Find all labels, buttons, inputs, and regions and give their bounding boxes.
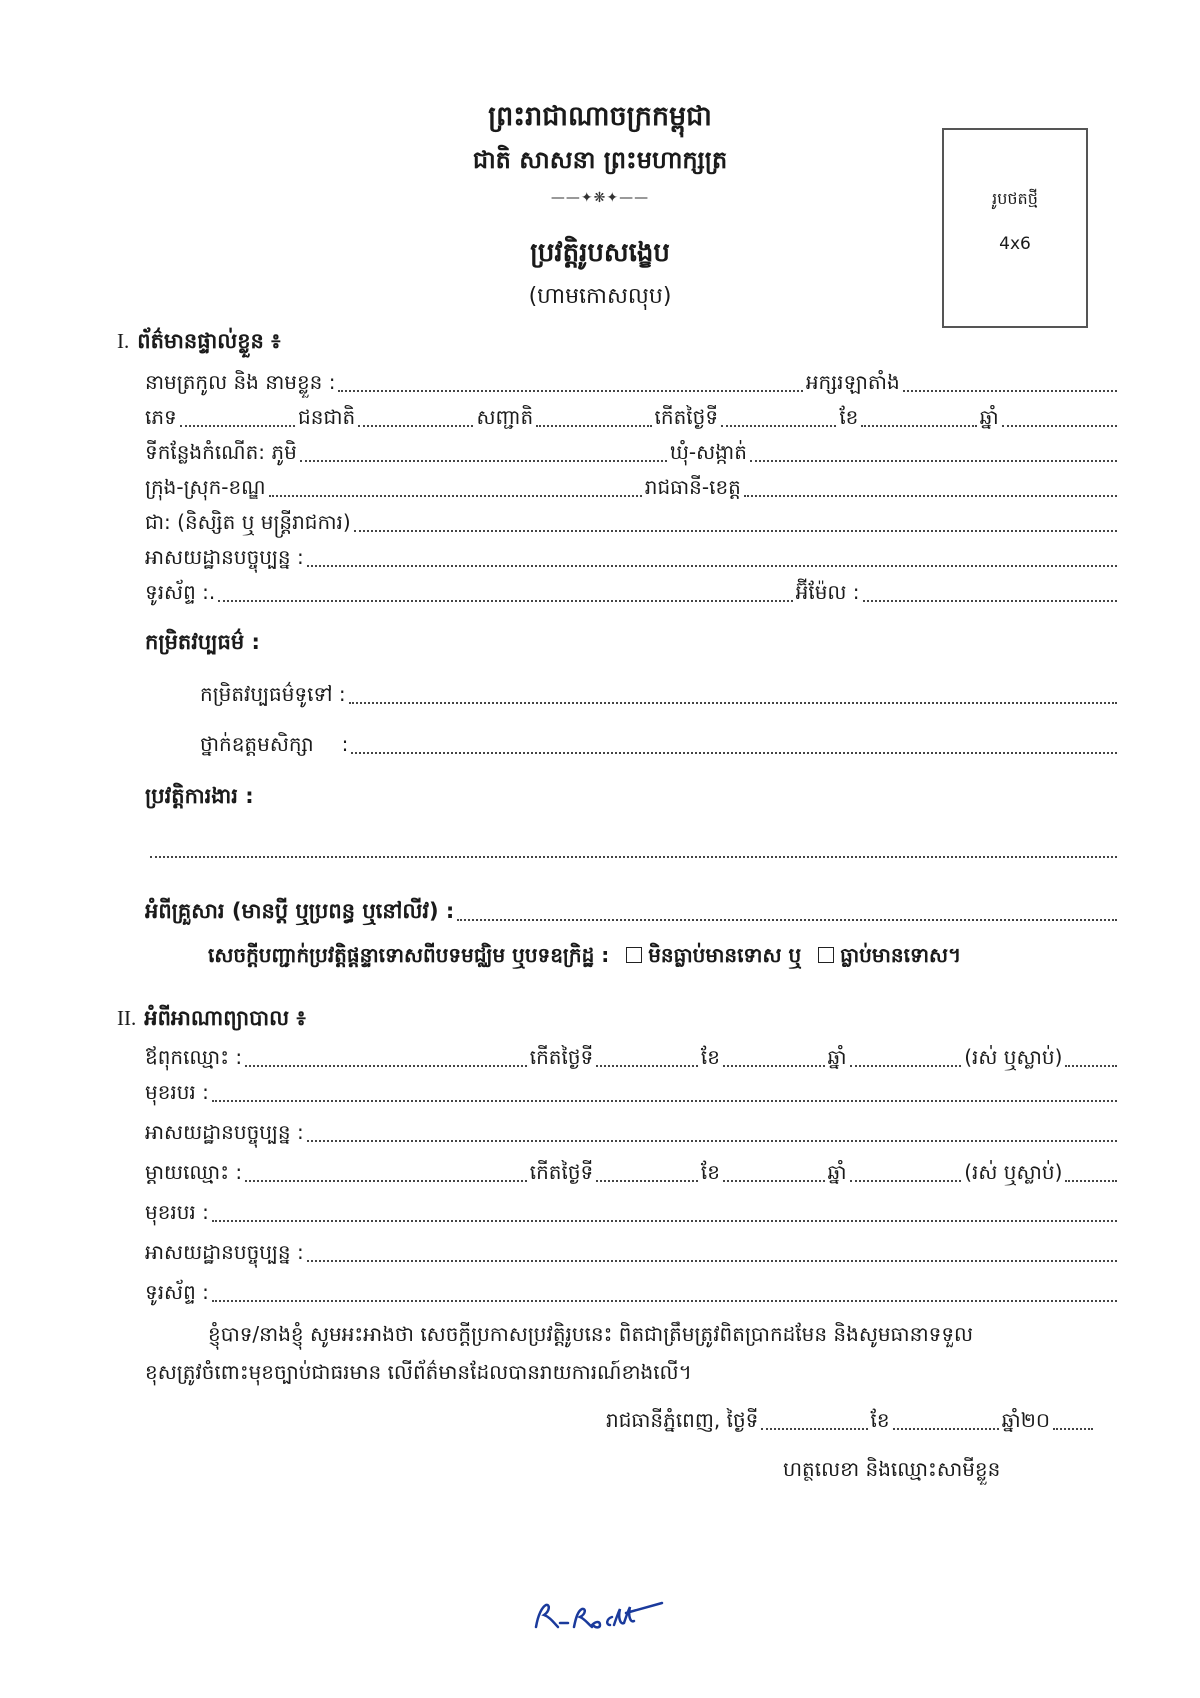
nationality-label: សញ្ជាតិ bbox=[476, 405, 534, 429]
general-education-label: កម្រិតវប្បធម៌ទូទៅ : bbox=[200, 682, 346, 706]
section-1-heading bbox=[117, 328, 280, 359]
photo-box bbox=[942, 128, 1088, 328]
mother-dob-month-label: ខែ bbox=[700, 1160, 720, 1184]
declaration-line-2: ខុសត្រូវចំពោះមុខច្បាប់ជាធរមាន លើព័ត៌មានដែលបានរាយការណ៍ខាងលើ។ bbox=[145, 1360, 692, 1384]
handwritten-initials bbox=[530, 1597, 670, 1637]
education-heading bbox=[145, 626, 260, 658]
row-status bbox=[145, 506, 1120, 538]
section-1-number: I. bbox=[117, 329, 130, 353]
form-title: ប្រវត្តិរូបសង្ខេប bbox=[530, 238, 670, 268]
row-higher-education bbox=[200, 728, 1120, 760]
photo-size: 4x6 bbox=[999, 234, 1031, 254]
higher-education-colon: : bbox=[341, 732, 349, 756]
commune-field[interactable] bbox=[750, 459, 1117, 462]
sex-label: ភេទ bbox=[145, 405, 177, 429]
work-history-title: ប្រវត្តិការងារ : bbox=[145, 784, 254, 808]
commune-label: ឃុំ-សង្កាត់ bbox=[669, 440, 747, 464]
row-father-occupation bbox=[145, 1076, 1120, 1108]
row-address bbox=[145, 541, 1120, 573]
father-dob-year-label: ឆ្នាំ bbox=[827, 1045, 847, 1069]
section-2-heading bbox=[117, 1005, 306, 1036]
phone-label: ទូរស័ព្ទ :. bbox=[145, 580, 216, 604]
birthplace-village-label: ទីកន្លែងកំណើត: ភូមិ bbox=[145, 440, 297, 464]
row-mother-occupation bbox=[145, 1196, 1120, 1228]
date-year-label: ឆ្នាំ២០ bbox=[1001, 1408, 1051, 1432]
mother-name-label: ម្ដាយឈ្មោះ : bbox=[145, 1160, 243, 1184]
education-title: កម្រិតវប្បធម៌ : bbox=[145, 630, 260, 654]
status-label: ជា: (និស្សិត ឬ មន្ត្រីរាជការ) bbox=[145, 510, 351, 534]
dob-day-field[interactable] bbox=[721, 424, 836, 427]
row-father bbox=[145, 1041, 1120, 1073]
no-record-label: មិនធ្លាប់មានទោស ឬ bbox=[648, 943, 802, 967]
ethnicity-label: ជនជាតិ bbox=[298, 405, 356, 429]
district-label: ក្រុង-ស្រុក-ខណ្ឌ bbox=[145, 475, 266, 499]
father-occupation-field[interactable] bbox=[212, 1099, 1117, 1102]
row-district bbox=[145, 471, 1120, 503]
sex-field[interactable] bbox=[180, 424, 295, 427]
mother-name-field[interactable] bbox=[245, 1179, 527, 1182]
row-personal bbox=[145, 401, 1120, 433]
date-month-label: ខែ bbox=[870, 1408, 890, 1432]
signature-label-row bbox=[783, 1453, 1000, 1485]
row-guardian-phone bbox=[145, 1276, 1120, 1308]
mother-dob-year-field[interactable] bbox=[850, 1179, 962, 1182]
checkbox-has-record[interactable] bbox=[818, 947, 834, 963]
date-year-field[interactable] bbox=[1053, 1427, 1093, 1430]
place-date-label: រាជធានីភ្នំពេញ, ថ្ងៃទី bbox=[606, 1408, 759, 1432]
section-2-title: អំពីអាណាព្យាបាល ៖ bbox=[144, 1006, 306, 1030]
nationality-field[interactable] bbox=[536, 424, 651, 427]
row-birthplace bbox=[145, 436, 1120, 468]
father-dob-month-field[interactable] bbox=[723, 1064, 825, 1067]
kingdom-heading: ព្រះរាជាណាចក្រកម្ពុជា bbox=[488, 101, 712, 132]
father-name-field[interactable] bbox=[245, 1064, 527, 1067]
section-2-number: II. bbox=[117, 1006, 137, 1030]
district-field[interactable] bbox=[269, 494, 642, 497]
row-family bbox=[145, 895, 1120, 927]
province-field[interactable] bbox=[744, 494, 1117, 497]
row-name bbox=[145, 366, 1120, 398]
mother-alive-label: (រស់ ឬស្លាប់) bbox=[964, 1160, 1063, 1184]
signature-label: ហត្ថលេខា និងឈ្មោះសាមីខ្លួន bbox=[783, 1457, 1001, 1481]
form-subtitle: (ហាមកោសលុប) bbox=[528, 284, 672, 309]
has-record-label: ធ្លាប់មានទោស។ bbox=[840, 943, 962, 967]
family-field[interactable] bbox=[457, 918, 1117, 921]
dob-year-field[interactable] bbox=[1002, 424, 1117, 427]
criminal-record-label: សេចក្ដីបញ្ជាក់ប្រវត្តិផ្ដន្ទាទោសពីបទមជ្ឈិម ឬបទឧក្រិដ្ឋ : bbox=[208, 943, 610, 967]
email-label: អ៊ីម៉ែល : bbox=[795, 580, 860, 604]
date-month-field[interactable] bbox=[893, 1427, 999, 1430]
row-mother bbox=[145, 1156, 1120, 1188]
date-day-field[interactable] bbox=[761, 1427, 867, 1430]
checkbox-no-record[interactable] bbox=[626, 947, 642, 963]
mother-occupation-label: មុខរបរ : bbox=[145, 1200, 209, 1224]
row-work-history bbox=[150, 832, 1120, 864]
mother-address-field[interactable] bbox=[307, 1259, 1117, 1262]
father-dob-day-label: កើតថ្ងៃទី bbox=[529, 1045, 594, 1069]
declaration-line-1: ខ្ញុំបាទ/នាងខ្ញុំ សូមអះអាងថា សេចក្តីប្រកាសប្រវត្តិរូបនេះ ពិតជាត្រឹមត្រូវពិតប្រាកដមែន និងសូមធានាទទួល bbox=[208, 1322, 974, 1346]
father-dob-month-label: ខែ bbox=[700, 1045, 720, 1069]
province-label: រាជធានី-ខេត្ត bbox=[644, 475, 741, 499]
mother-alive-field[interactable] bbox=[1065, 1179, 1117, 1182]
guardian-phone-label: ទូរស័ព្ទ : bbox=[145, 1280, 209, 1304]
father-dob-year-field[interactable] bbox=[850, 1064, 962, 1067]
phone-field[interactable] bbox=[218, 599, 792, 602]
mother-dob-day-label: កើតថ្ងៃទី bbox=[529, 1160, 594, 1184]
guardian-phone-field[interactable] bbox=[212, 1299, 1117, 1302]
mother-dob-month-field[interactable] bbox=[723, 1179, 825, 1182]
father-alive-label: (រស់ ឬស្លាប់) bbox=[964, 1045, 1063, 1069]
father-dob-day-field[interactable] bbox=[596, 1064, 698, 1067]
row-date bbox=[606, 1404, 1096, 1436]
ornament-divider: ——✦❋✦—— bbox=[550, 190, 650, 206]
mother-occupation-field[interactable] bbox=[212, 1219, 1117, 1222]
work-history-field[interactable] bbox=[150, 855, 1117, 858]
dob-year-label: ឆ្នាំ bbox=[979, 405, 999, 429]
father-occupation-label: មុខរបរ : bbox=[145, 1080, 209, 1104]
address-field[interactable] bbox=[307, 564, 1117, 567]
row-mother-address bbox=[145, 1236, 1120, 1268]
criminal-record-row bbox=[208, 942, 961, 972]
work-history-heading bbox=[145, 780, 254, 812]
motto-heading: ជាតិ សាសនា ព្រះមហាក្សត្រ bbox=[472, 146, 728, 174]
row-contact bbox=[145, 576, 1120, 608]
latin-name-label: អក្សរឡាតាំង bbox=[805, 370, 900, 394]
dob-day-label: កើតថ្ងៃទី bbox=[654, 405, 719, 429]
mother-dob-year-label: ឆ្នាំ bbox=[827, 1160, 847, 1184]
photo-label: រូបថតថ្មី bbox=[992, 189, 1038, 208]
father-address-label: អាសយដ្ឋានបច្ចុប្បន្ន : bbox=[145, 1120, 304, 1144]
email-field[interactable] bbox=[863, 599, 1117, 602]
row-general-education bbox=[200, 678, 1120, 710]
general-education-field[interactable] bbox=[349, 701, 1117, 704]
family-label: អំពីគ្រួសារ (មានប្ដី ឬប្រពន្ធ ឬនៅលីវ) : bbox=[145, 899, 455, 923]
name-label: នាមត្រកូល និង នាមខ្លួន : bbox=[145, 370, 336, 394]
dob-month-field[interactable] bbox=[861, 424, 976, 427]
mother-dob-day-field[interactable] bbox=[596, 1179, 698, 1182]
name-field[interactable] bbox=[338, 389, 802, 392]
address-label: អាសយដ្ឋានបច្ចុប្បន្ន : bbox=[145, 545, 304, 569]
father-address-field[interactable] bbox=[307, 1139, 1117, 1142]
ethnicity-field[interactable] bbox=[358, 424, 473, 427]
birthplace-village-field[interactable] bbox=[300, 459, 667, 462]
mother-address-label: អាសយដ្ឋានបច្ចុប្បន្ន : bbox=[145, 1240, 304, 1264]
father-name-label: ឪពុកឈ្មោះ : bbox=[145, 1045, 243, 1069]
row-father-address bbox=[145, 1116, 1120, 1148]
father-alive-field[interactable] bbox=[1065, 1064, 1117, 1067]
latin-name-field[interactable] bbox=[903, 389, 1117, 392]
section-1-title: ព័ត៌មានផ្ទាល់ខ្លួន ៖ bbox=[137, 329, 281, 353]
higher-education-label: ថ្នាក់ឧត្តមសិក្សា bbox=[200, 732, 314, 756]
higher-education-field[interactable] bbox=[351, 751, 1117, 754]
status-field[interactable] bbox=[354, 529, 1117, 532]
dob-month-label: ខែ bbox=[839, 405, 859, 429]
